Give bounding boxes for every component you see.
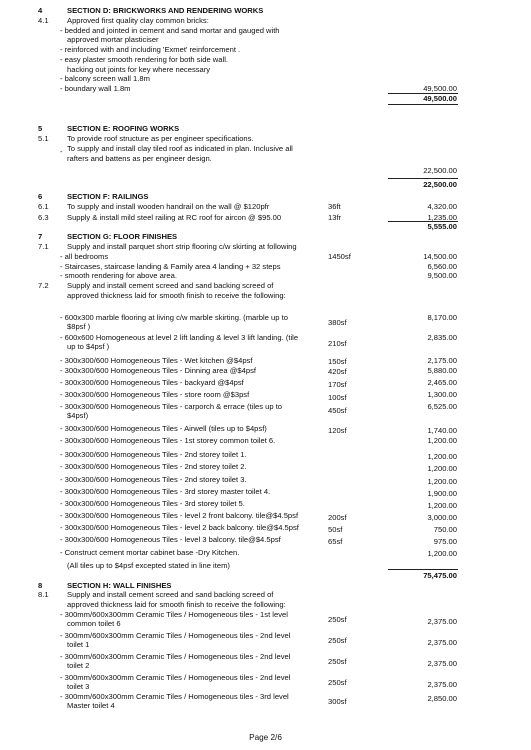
section-d-line: - reinforced with and including 'Exmet' reinforcement .	[60, 45, 241, 54]
section-d-line: hacking out joints for key where necessary	[67, 65, 211, 74]
section-d-title: SECTION D: BRICKWORKS AND RENDERING WORKS	[67, 6, 264, 15]
item-amount: 2,375.00	[427, 680, 457, 689]
item-quantity: 100sf	[328, 393, 347, 402]
section-d-intro: Approved first quality clay common bricks:	[67, 16, 209, 25]
section-h-title: SECTION H: WALL FINISHES	[67, 581, 172, 590]
item-amount: 3,000.00	[427, 513, 457, 522]
tile-item: - 300x300/600 Homogeneous Tiles - 3rd storey toilet 5.	[60, 499, 245, 508]
item-amount: 2,835.00	[427, 333, 457, 342]
section-h-sub-number: 8.1	[38, 590, 49, 599]
wall-item: - 300mm/600x300mm Ceramic Tiles / Homogeneous tiles - 3rd level	[60, 692, 289, 701]
item-amount: 1,300.00	[427, 390, 457, 399]
section-e-line: To provide roof structure as per engineer specifications.	[67, 134, 254, 143]
section-g-total: 75,475.00	[423, 571, 457, 580]
item-amount: 9,500.00	[427, 271, 457, 280]
wall-item: common toilet 6	[67, 619, 121, 628]
section-d-amount: 49,500.00	[423, 84, 457, 93]
tile-item: $8psf )	[67, 322, 91, 331]
item-quantity: 380sf	[328, 318, 347, 327]
item-amount: 6,525.00	[427, 402, 457, 411]
item-amount: 5,880.00	[427, 366, 457, 375]
subtotal-rule	[388, 569, 458, 570]
item-quantity: 420sf	[328, 367, 347, 376]
section-h-number: 8	[38, 581, 43, 590]
tile-item: - 300x300/600 Homogeneous Tiles - Wet kitchen @$4psf	[60, 356, 253, 365]
tile-item: - 300x300/600 Homogeneous Tiles - 3rd storey master toilet 4.	[60, 487, 271, 496]
tile-item: - 300x300/600 Homogeneous Tiles - Dinning area @$4psf	[60, 366, 256, 375]
item-amount: 8,170.00	[427, 313, 457, 322]
item-quantity: 150sf	[328, 357, 347, 366]
section-d-line: - bedded and jointed in cement and sand mortar and gauged with	[60, 26, 280, 35]
section-e-title: SECTION E: ROOFING WORKS	[67, 124, 180, 133]
section-g-number: 7	[38, 232, 43, 241]
section-h-line: approved thickness laid for smooth finish to receive the following:	[67, 600, 286, 609]
section-f-title: SECTION F: RAILINGS	[67, 192, 149, 201]
item-quantity: 200sf	[328, 513, 347, 522]
item-quantity: 50sf	[328, 525, 343, 534]
section-d-number: 4	[38, 6, 43, 15]
section-e-line: To supply and install clay tiled roof as indicated in plan. Inclusive all	[67, 144, 293, 153]
section-g-line: approved thickness laid for smooth finish to receive the following:	[67, 291, 286, 300]
wall-item: - 300mm/600x300mm Ceramic Tiles / Homogeneous tiles - 1st level	[60, 610, 288, 619]
wall-item: toilet 3	[67, 682, 90, 691]
section-e-line: rafters and battens as per engineer design.	[67, 154, 212, 163]
section-e-bullet: -	[60, 147, 63, 156]
section-e-sub-number: 5.1	[38, 134, 49, 143]
section-d-line: approved mortar plasticiser	[67, 35, 159, 44]
item-quantity: 120sf	[328, 426, 347, 435]
total-rule	[388, 104, 458, 105]
section-f-number: 6	[38, 192, 43, 201]
item-quantity: 170sf	[328, 380, 347, 389]
section-g-sub-number: 7.1	[38, 242, 49, 251]
item-amount: 2,375.00	[427, 638, 457, 647]
tile-item: - 600x600 Homogeneous at level 2 lift landing & level 3 lift landing. (tile	[60, 333, 299, 342]
item-amount: 1,200.00	[427, 477, 457, 486]
item-amount: 14,500.00	[423, 252, 457, 261]
item-quantity: 65sf	[328, 537, 343, 546]
item-amount: 1,200.00	[427, 501, 457, 510]
wall-item: - 300mm/600x300mm Ceramic Tiles / Homogeneous tiles - 2nd level	[60, 652, 291, 661]
wall-item: - 300mm/600x300mm Ceramic Tiles / Homogeneous tiles - 2nd level	[60, 673, 291, 682]
tile-item: - Construct cement mortar cabinet base -Dry Kitchen.	[60, 548, 240, 557]
section-d-line: - boundary wall 1.8m	[60, 84, 131, 93]
section-e-amount: 22,500.00	[423, 166, 457, 175]
item-amount: 2,375.00	[427, 617, 457, 626]
section-f-total: 5,555.00	[427, 222, 457, 231]
item-quantity: 250sf	[328, 636, 347, 645]
section-d-sub-number: 4.1	[38, 16, 49, 25]
item-description: To supply and install wooden handrail on the wall @ $120pfr	[67, 202, 270, 211]
item-quantity: 300sf	[328, 697, 347, 706]
item-amount: 6,560.00	[427, 262, 457, 271]
item-amount: 1,740.00	[427, 426, 457, 435]
item-quantity: 1450sf	[328, 252, 351, 261]
tile-item: - 600x300 marble flooring at living c/w marble skirting. (marble up to	[60, 313, 288, 322]
tile-item: - 300x300/600 Homogeneous Tiles - Airwell (tiles up to $4psf)	[60, 424, 267, 433]
section-g-line: Supply and install cement screed and sand backing screed of	[67, 281, 274, 290]
section-e-number: 5	[38, 124, 43, 133]
item-quantity: 36ft	[328, 202, 341, 211]
item-amount: 1,235.00	[427, 213, 457, 222]
item-amount: 2,850.00	[427, 694, 457, 703]
wall-item: toilet 2	[67, 661, 90, 670]
page-number: Page 2/6	[249, 733, 282, 742]
tile-item: - 300x300/600 Homogeneous Tiles - level 2 back balcony. tile@$4.5psf	[60, 523, 299, 532]
item-amount: 975.00	[433, 537, 457, 546]
tile-item: - 300x300/600 Homogeneous Tiles - 1st storey common toilet 6.	[60, 436, 276, 445]
tile-item: - 300x300/600 Homogeneous Tiles - level 3 balcony. tile@$4.5psf	[60, 535, 281, 544]
tiles-note: (All tiles up to $4psf excepted stated in line item)	[67, 561, 230, 570]
item-quantity: 450sf	[328, 406, 347, 415]
section-d-line: - easy plaster smooth rendering for both side wall.	[60, 55, 228, 64]
wall-item: toilet 1	[67, 640, 90, 649]
tile-item: - 300x300/600 Homogeneous Tiles - carporch & errace (tiles up to	[60, 402, 283, 411]
item-number: 6.1	[38, 202, 49, 211]
section-e-total: 22,500.00	[423, 180, 457, 189]
item-amount: 4,320.00	[427, 202, 457, 211]
item-description: Supply & install mild steel railing at RC roof for aircon @ $95.00	[67, 213, 282, 222]
item-quantity: 210sf	[328, 339, 347, 348]
section-g-title: SECTION G: FLOOR FINISHES	[67, 232, 178, 241]
wall-item: - 300mm/600x300mm Ceramic Tiles / Homogeneous tiles - 2nd level	[60, 631, 291, 640]
section-d-line: - balcony screen wall 1.8m	[60, 74, 150, 83]
tile-item: - 300x300/600 Homogeneous Tiles - backyard @$4psf	[60, 378, 244, 387]
item-quantity: 13fr	[328, 213, 342, 222]
item-quantity: 250sf	[328, 657, 347, 666]
section-d-total: 49,500.00	[423, 94, 457, 103]
section-g-sub-number: 7.2	[38, 281, 49, 290]
item-amount: 2,465.00	[427, 378, 457, 387]
item-quantity: 250sf	[328, 615, 347, 624]
tile-item: - 300x300/600 Homogeneous Tiles - 2nd storey toilet 3.	[60, 475, 247, 484]
tile-item: up to $4psf )	[67, 342, 110, 351]
item-amount: 2,175.00	[427, 356, 457, 365]
item-quantity: 250sf	[328, 678, 347, 687]
item-description: - all bedrooms	[60, 252, 109, 261]
subtotal-rule	[388, 178, 458, 179]
tile-item: $4psf)	[67, 411, 89, 420]
tile-item: - 300x300/600 Homogeneous Tiles - 2nd storey toilet 2.	[60, 462, 247, 471]
wall-item: Master toilet 4	[67, 701, 115, 710]
item-description: - smooth rendering for above area.	[60, 271, 177, 280]
tile-item: - 300x300/600 Homogeneous Tiles - store room @$3psf	[60, 390, 250, 399]
item-amount: 1,900.00	[427, 489, 457, 498]
item-amount: 1,200.00	[427, 436, 457, 445]
item-amount: 1,200.00	[427, 452, 457, 461]
section-g-intro: Supply and install parquet short strip flooring c/w skirting at following	[67, 242, 297, 251]
tile-item: - 300x300/600 Homogeneous Tiles - 2nd storey toilet 1.	[60, 450, 247, 459]
section-h-line: Supply and install cement screed and sand backing screed of	[67, 590, 274, 599]
item-description: - Staircases, staircase landing & Family area 4 landing + 32 steps	[60, 262, 281, 271]
tile-item: - 300x300/600 Homogeneous Tiles - level 2 front balcony. tile@$4.5psf	[60, 511, 299, 520]
item-amount: 1,200.00	[427, 464, 457, 473]
item-amount: 1,200.00	[427, 549, 457, 558]
item-amount: 750.00	[433, 525, 457, 534]
item-number: 6.3	[38, 213, 49, 222]
item-amount: 2,375.00	[427, 659, 457, 668]
